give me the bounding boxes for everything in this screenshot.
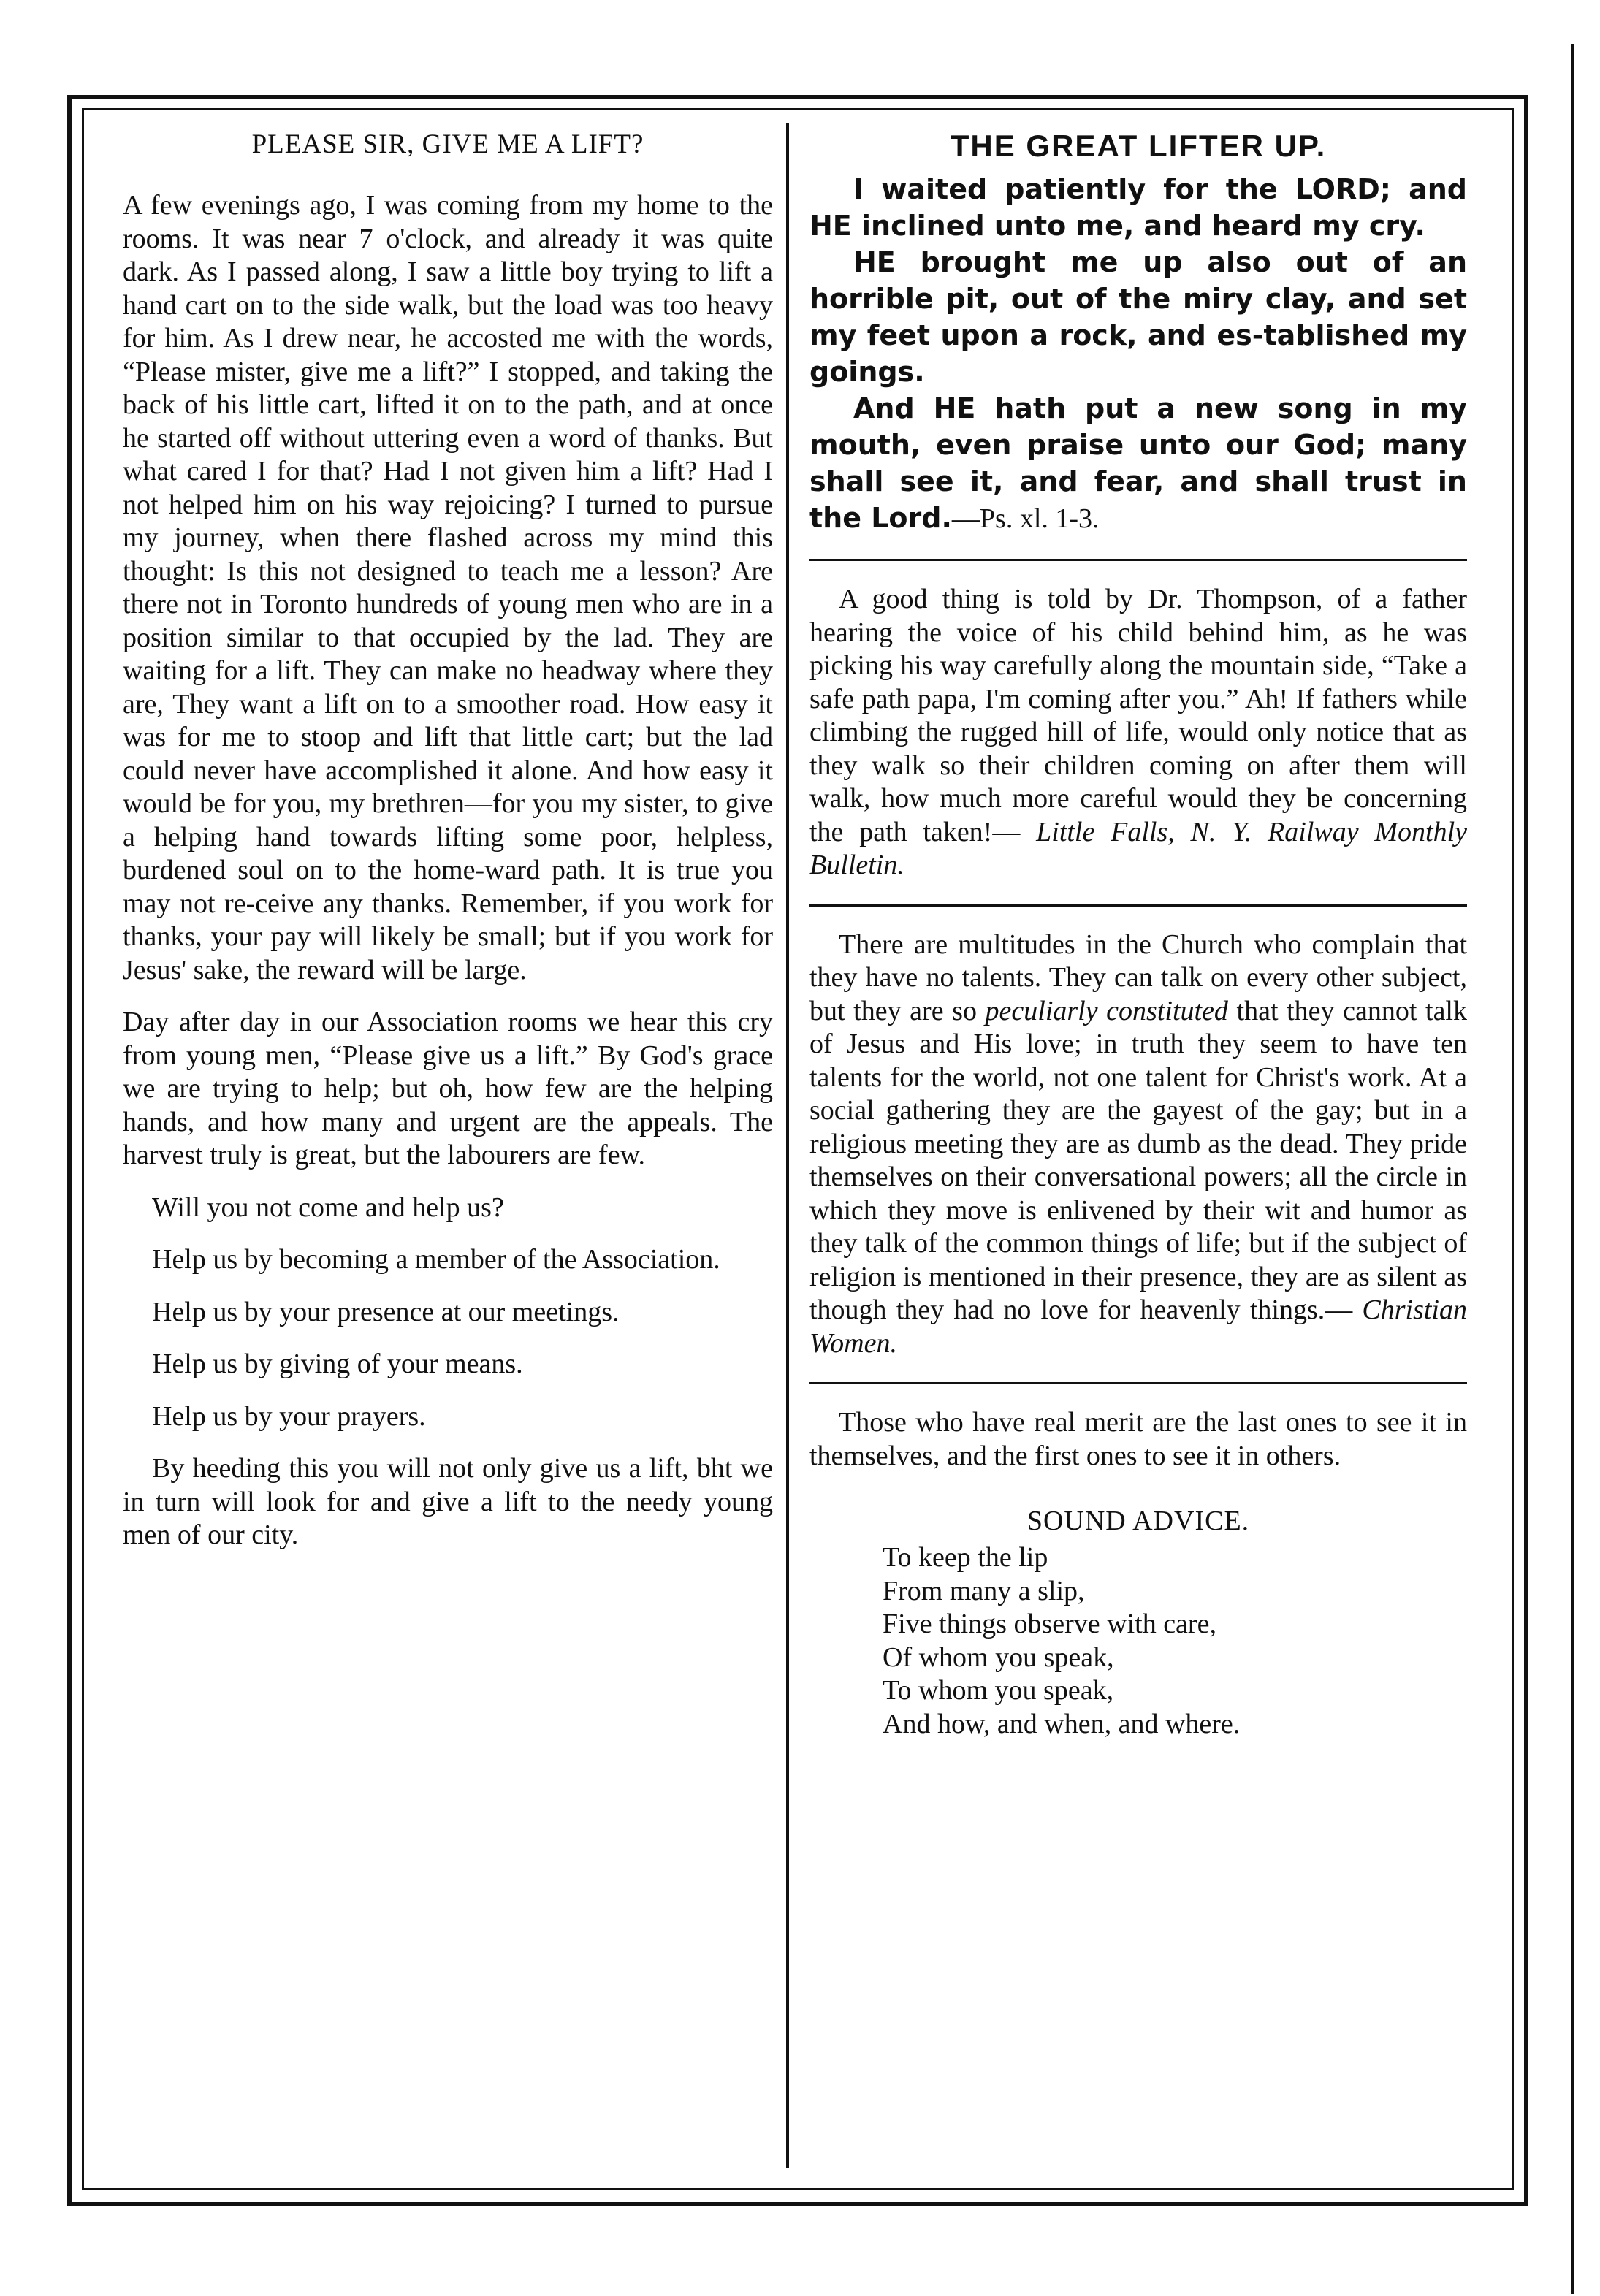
lift-paragraph-6: Help us by giving of your means.: [152, 1349, 523, 1379]
right-column: [809, 129, 1467, 1741]
sound-advice-title: SOUND ADVICE.: [1026, 1506, 1250, 1536]
thompson-paragraph: A good thing is told by Dr. Thompson, of a father hearing the voice of his child behind him, as he was picking his way carefully along the mountain side, “Take a safe path papa, I'm coming after you.” Ah! If fathers while climbing the rugged hill of life, would only notice that as they walk so their children coming on after them will walk, how much more careful would they be concerning the path taken!— Little Falls, N. Y. Railway Monthly Bulletin.: [809, 584, 1468, 880]
talents-source: Christian Women.: [809, 1294, 1467, 1359]
thompson-source: Little Falls, N. Y. Railway Monthly Bulletin.: [809, 816, 1468, 880]
poem-line: To whom you speak,: [883, 1675, 1114, 1706]
poem-line: To keep the lip: [883, 1542, 1048, 1573]
lift-paragraph-8: By heeding this you will not only give us a lift, bht we in turn will look for and give a lift to the needy young men of our city.: [123, 1453, 773, 1550]
section-rule: [809, 904, 1467, 907]
article-title-lift: PLEASE SIR, GIVE ME A LIFT?: [251, 129, 644, 159]
margin-rule: [1571, 44, 1574, 2294]
section-rule: [809, 1382, 1467, 1384]
scripture-block: [809, 171, 1467, 537]
scripture-reference: —Ps. xl. 1-3.: [951, 503, 1100, 534]
scripture-verse-2: HE brought me up also out of an horrible pit, out of the miry clay, and set my feet upon a rock, and es-tablished my goings.: [809, 246, 1467, 388]
poem-line: Of whom you speak,: [883, 1641, 1114, 1673]
scripture-verse-3: And HE hath put a new song in my mouth, even praise unto our God; many shall see it, and fear, and shall trust in the Lord.—Ps. xl. 1-3.: [809, 392, 1467, 534]
poem-line: From many a slip,: [883, 1575, 1085, 1606]
lift-paragraph-3: Will you not come and help us?: [152, 1191, 504, 1223]
article-title-lifter: THE GREAT LIFTER UP.: [950, 129, 1327, 163]
lift-paragraph-1: A few evenings ago, I was coming from my home to the rooms. It was near 7 o'clock, and already it was quite dark. As I passed along, I saw a little boy trying to lift a hand cart on to the side walk, but the load was too heavy for him. As I drew near, he accosted me with the words, “Please mister, give me a lift?” I stopped, and taking the back of his little cart, lifted it on to the path, and at once he started off without uttering even a word of thanks. But what cared I for that? Had I not given him a lift? Had I not helped him on his way rejoicing? I turned to pursue my journey, when there flashed across my mind this thought: Is this not designed to teach me a lesson? Are there not in Toronto hundreds of young men who are in a position similar to that occupied by the lad. They are waiting for a lift. They can make no headway where they are, They want a lift on to a smoother road. How easy it was for me to stoop and lift that little cart; but the lad could never have accomplished it alone. And how easy it would be for you, my brethren—for you my sister, to give a helping hand towards lifting some poor, helpless, burdened soul on to the home-ward path. It is true you may not re-ceive any thanks. Remember, if you work for thanks, your pay will likely be small; but if you work for Jesus' sake, the reward will be large.: [123, 190, 773, 985]
scripture-verse-1: I waited patiently for the LORD; and HE inclined unto me, and heard my cry.: [809, 173, 1467, 242]
poem-line: And how, and when, and where.: [883, 1708, 1241, 1739]
talents-emphasis: peculiarly constituted: [985, 995, 1228, 1026]
lift-paragraph-5: Help us by your presence at our meetings.: [152, 1296, 620, 1327]
sound-advice-poem: [883, 1541, 1467, 1741]
section-rule: [809, 559, 1467, 561]
merit-paragraph: Those who have real merit are the last ones to see it in themselves, and the first ones to see it in others.: [809, 1407, 1467, 1471]
lift-paragraph-4: Help us by becoming a member of the Association.: [152, 1244, 720, 1275]
left-column: [123, 129, 773, 1571]
lift-paragraph-2: Day after day in our Association rooms we hear this cry from young men, “Please give us a lift.” By God's grace we are trying to help; but oh, how few are the helping hands, and how many and urgent are the appeals. The harvest truly is great, but the labourers are few.: [123, 1007, 773, 1170]
lift-paragraph-7: Help us by your prayers.: [152, 1400, 426, 1432]
column-divider: [786, 123, 789, 2168]
poem-line: Five things observe with care,: [883, 1609, 1216, 1639]
talents-paragraph: There are multitudes in the Church who complain that they have no talents. They can talk on every other subject, but they are so peculiarly constituted that they cannot talk of Jesus and His love; in truth they seem to have ten talents for the world, not one talent for Christ's work. At a social gathering they are the gayest of the gay; but in a religious meeting they are as dumb as the dead. They pride themselves on their conversational powers; all the circle in which they move is enlivened by their wit and humor as they talk of the common things of life; but if the subject of religion is mentioned in their presence, they are as silent as though they had no love for heavenly things.— Christian Women.: [809, 928, 1467, 1359]
